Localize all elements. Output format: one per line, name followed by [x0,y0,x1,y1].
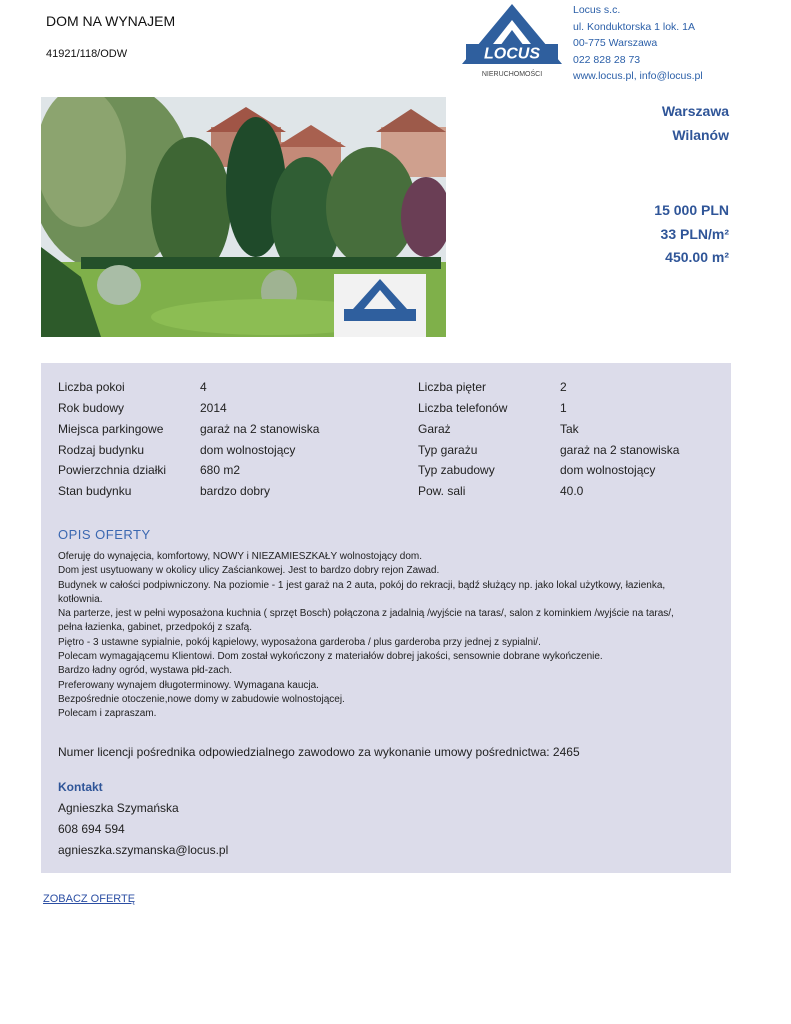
price-block [654,199,729,270]
contact-email[interactable]: agnieszka.szymanska@locus.pl [58,843,229,857]
location-block [662,99,729,147]
detail-value: Tak [560,422,579,436]
description-line: Budynek w całości podpiwniczony. Na poziomie - 1 jest garaż na 2 auta, pokój do rekracji, bądź służący np. jako lokal użytkowy, łazienka, [58,579,666,591]
detail-label: Liczba pokoi [58,380,125,394]
contact-title: Kontakt [58,780,103,794]
offer-type-title: DOM NA WYNAJEM [46,13,176,29]
detail-value: 40.0 [560,484,584,498]
detail-value: garaż na 2 stanowiska [560,443,680,457]
description-line: Preferowany wynajem długoterminowy. Wymagana kaucja. [58,679,319,691]
detail-value: dom wolnostojący [560,463,656,477]
contact-phone: 608 694 594 [58,822,125,836]
property-photo [41,97,446,337]
logo-subtext: NIERUCHOMOŚCI [481,71,543,78]
locus-logo [458,2,566,80]
description-text [58,550,728,722]
price-per-m2: 33 PLN/m² [660,225,729,242]
detail-label: Pow. sali [418,484,466,498]
agency-web[interactable]: www.locus.pl, info@locus.pl [573,70,703,82]
agency-phone: 022 828 28 73 [573,53,641,66]
detail-label: Typ garażu [418,443,478,457]
description-line: kotłownia. [58,593,103,605]
agency-name: Locus s.c. [573,4,621,16]
contact-name: Agnieszka Szymańska [58,801,179,815]
area: 450.00 m² [665,249,729,265]
agency-city: 00-775 Warszawa [573,37,658,49]
description-line: Bezpośrednie otoczenie,nowe domy w zabudowie wolnostojącej. [58,693,345,705]
detail-value: dom wolnostojący [200,443,296,457]
description-line: Polecam i zapraszam. [58,708,157,720]
detail-label: Garaż [418,422,451,436]
detail-label: Rodzaj budynku [58,443,145,457]
detail-label: Powierzchnia działki [58,463,167,477]
detail-label: Stan budynku [58,484,132,498]
detail-value: 1 [560,401,567,415]
description-title: OPIS OFERTY [58,527,151,542]
detail-value: bardzo dobry [200,484,271,498]
detail-label: Liczba telefonów [418,401,508,415]
detail-label: Miejsca parkingowe [58,422,164,436]
description-line: pełna łazienka, gabinet, przedpokój z szafą. [58,622,253,634]
detail-value: 4 [200,380,207,394]
description-line: Bardzo ładny ogród, wystawa płd-zach. [58,665,232,677]
description-line: Dom jest usytuowany w okolicy ulicy Zaściankowej. Jest to bardzo dobry rejon Zawad. [58,565,440,577]
detail-value: 2 [560,380,567,394]
price-total: 15 000 PLN [654,202,729,218]
detail-label: Typ zabudowy [418,463,495,477]
location-district: Wilanów [672,127,729,143]
see-offer-link[interactable]: ZOBACZ OFERTĘ [43,893,136,905]
description-line: Piętro - 3 ustawne sypialnie, pokój kąpielowy, wyposażona garderoba / plus garderoba przy jednej z sypialni/. [58,636,541,648]
detail-value: garaż na 2 stanowiska [200,422,320,436]
agency-info [573,2,703,85]
logo-text: LOCUS [484,45,540,63]
agency-street: ul. Konduktorska 1 lok. 1A [573,20,695,33]
detail-label: Liczba pięter [418,380,487,394]
detail-value: 680 m2 [200,463,241,477]
location-city: Warszawa [661,103,729,119]
description-line: Oferuję do wynajęcia, komfortowy, NOWY i NIEZAMIESZKAŁY wolnostojący dom. [58,551,423,562]
detail-value: 2014 [200,401,227,415]
offer-reference: 41921/118/ODW [46,48,128,60]
description-line: Polecam wymagającemu Klientowi. Dom został wykończony z materiałów dobrej jakości, sensownie dobrane wykończenie. [58,651,603,663]
detail-label: Rok budowy [58,401,125,415]
license-number: Numer licencji pośrednika odpowiedzialnego zawodowo za wykonanie umowy pośrednictwa: 2465 [58,745,580,759]
description-line: Na parterze, jest w pełni wyposażona kuchnia ( sprzęt Bosch) połączona z jadalnią /wyjście na taras/, salon z kominkiem /wyjście na taras/, [58,608,674,620]
